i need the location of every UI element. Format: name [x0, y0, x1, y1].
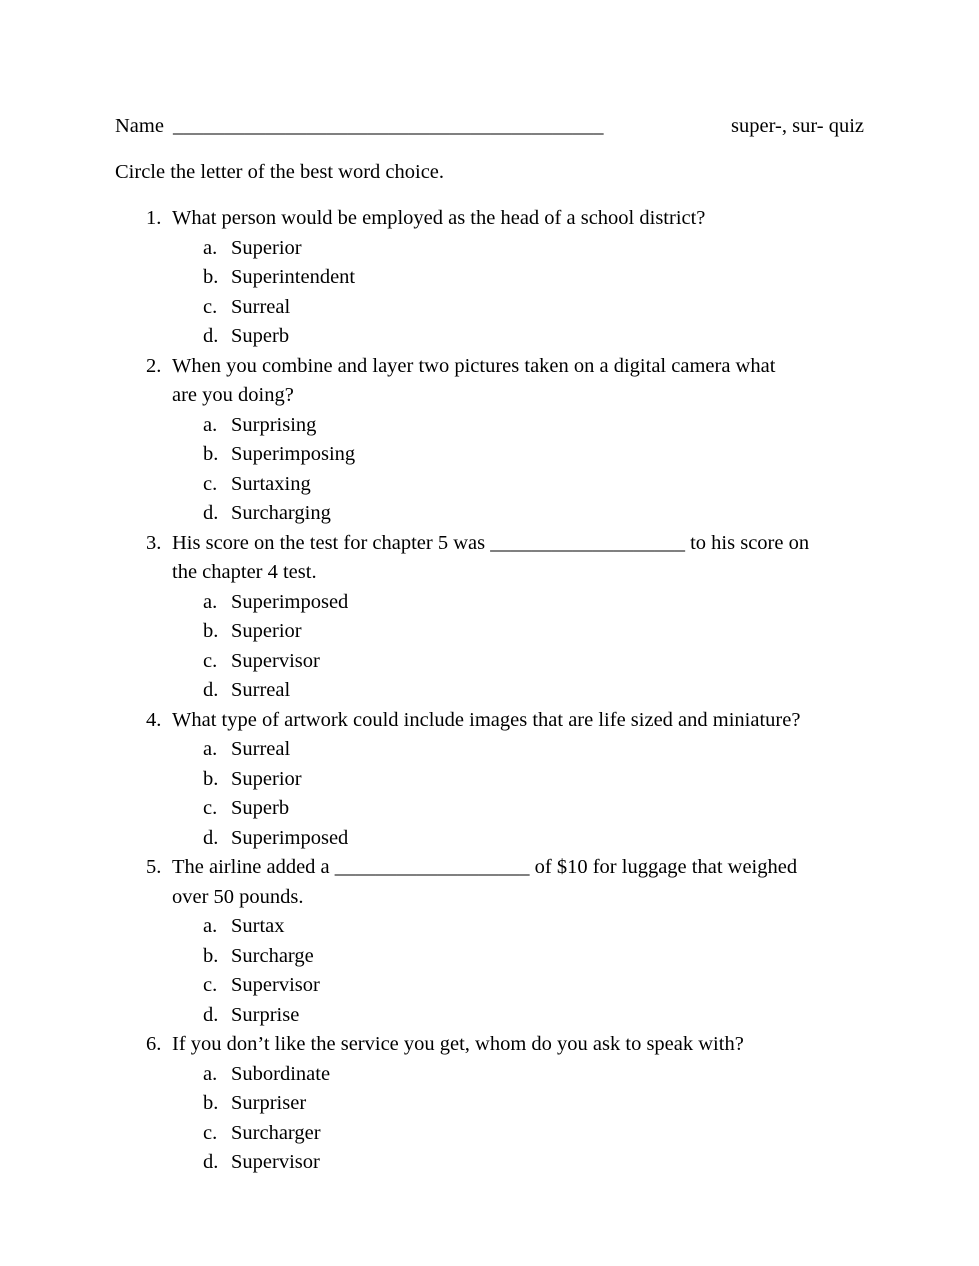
question-number: 3. [146, 531, 162, 554]
choice [172, 1119, 864, 1149]
choice [172, 440, 864, 470]
question-body [172, 706, 864, 854]
choice [172, 234, 864, 264]
question-number: 4. [146, 708, 162, 731]
choice [172, 1060, 864, 1090]
question [115, 706, 864, 854]
choice-text: Surpriser [231, 1092, 307, 1114]
choice-letter: a. [203, 590, 218, 613]
choice [172, 735, 864, 765]
choice [172, 824, 864, 854]
choice-text: Superb [231, 325, 290, 347]
choice-letter: a. [203, 413, 218, 436]
choice-text: Supervisor [231, 1151, 320, 1173]
choice-letter: c. [203, 974, 218, 996]
choice-text: Surprising [231, 413, 317, 436]
choice [172, 1089, 864, 1119]
question-text-line: What type of artwork could include images that are life sized and miniature? [172, 708, 801, 731]
name-blank-line: __________________________________________ [172, 115, 604, 137]
question-body [172, 352, 864, 529]
choice-text: Surreal [231, 679, 291, 701]
choice [172, 263, 864, 293]
choice-letter: b. [203, 944, 219, 967]
choice [172, 588, 864, 618]
choice-letter: b. [203, 443, 219, 465]
question-text-line: When you combine and layer two pictures taken on a digital camera what [172, 354, 776, 377]
choice-text: Surcharger [231, 1121, 321, 1144]
question [115, 204, 864, 352]
choice [172, 499, 864, 529]
question-number: 1. [146, 207, 162, 229]
question [115, 1030, 864, 1178]
choice [172, 942, 864, 972]
choice-letter: d. [203, 1003, 219, 1026]
choice-text: Superimposed [231, 826, 349, 849]
choice-text: Superior [231, 767, 302, 790]
choice-text: Superior [231, 236, 302, 259]
choice [172, 1001, 864, 1031]
choice [172, 971, 864, 1001]
choice-letter: c. [203, 649, 218, 672]
question-number: 2. [146, 354, 162, 377]
choice [172, 647, 864, 677]
choice [172, 470, 864, 500]
question [115, 352, 864, 529]
choice-text: Subordinate [231, 1062, 331, 1085]
question [115, 529, 864, 706]
choice-letter: c. [203, 797, 218, 819]
choice-letter: c. [203, 472, 218, 495]
question-text-line: If you don’t like the service you get, whom do you ask to speak with? [172, 1033, 744, 1055]
instruction-text: Circle the letter of the best word choice. [115, 161, 445, 183]
question-number: 6. [146, 1033, 162, 1055]
question-body [172, 853, 864, 1030]
choice-letter: d. [203, 325, 219, 347]
question-text-line: What person would be employed as the head of a school district? [172, 207, 706, 229]
choice-letter: b. [203, 1092, 219, 1114]
choice-letter: d. [203, 679, 219, 701]
choice-text: Supervisor [231, 974, 320, 996]
choice-letter: a. [203, 236, 218, 259]
choice [172, 794, 864, 824]
choice-letter: a. [203, 915, 218, 937]
question-text-line: over 50 pounds. [172, 885, 304, 908]
choice-text: Surreal [231, 295, 291, 318]
choice-text: Surtax [231, 915, 285, 937]
choice [172, 765, 864, 795]
header [115, 112, 864, 142]
choice [172, 411, 864, 441]
choice-text: Surcharge [231, 944, 314, 967]
choice-text: Superimposed [231, 590, 349, 613]
choice-letter: a. [203, 738, 218, 760]
question-body [172, 529, 864, 706]
choice-text: Superimposing [231, 443, 356, 465]
choice-letter: d. [203, 502, 219, 524]
choice-text: Superior [231, 620, 302, 642]
choice-text: Surcharging [231, 502, 331, 524]
choice [172, 676, 864, 706]
choice [172, 912, 864, 942]
name-label: Name [115, 115, 164, 137]
question-body [172, 1030, 864, 1178]
question-list [115, 204, 864, 1178]
choice-letter: d. [203, 1151, 219, 1173]
question-body [172, 204, 864, 352]
choice-letter: b. [203, 620, 219, 642]
choice [172, 322, 864, 352]
choice [172, 293, 864, 323]
choice-letter: a. [203, 1062, 218, 1085]
question-text-line: His score on the test for chapter 5 was ___________________ to his score on [172, 531, 810, 554]
name-line [115, 112, 603, 142]
choice-letter: c. [203, 295, 218, 318]
choice-letter: b. [203, 767, 219, 790]
question-text-line: The airline added a ___________________ of $10 for luggage that weighed [172, 856, 798, 878]
choice-text: Surtaxing [231, 472, 311, 495]
question [115, 853, 864, 1030]
question-text-line: the chapter 4 test. [172, 561, 317, 583]
choice-text: Surreal [231, 738, 291, 760]
choice [172, 617, 864, 647]
choice-text: Superintendent [231, 266, 356, 288]
choice-letter: b. [203, 266, 219, 288]
choice-letter: d. [203, 826, 219, 849]
question-number: 5. [146, 856, 162, 878]
choice-text: Surprise [231, 1003, 300, 1026]
choice-text: Superb [231, 797, 290, 819]
choice-text: Supervisor [231, 649, 320, 672]
quiz-title: super-, sur- quiz [731, 115, 864, 137]
question-text-line: are you doing? [172, 384, 294, 406]
choice [172, 1148, 864, 1178]
choice-letter: c. [203, 1121, 218, 1144]
